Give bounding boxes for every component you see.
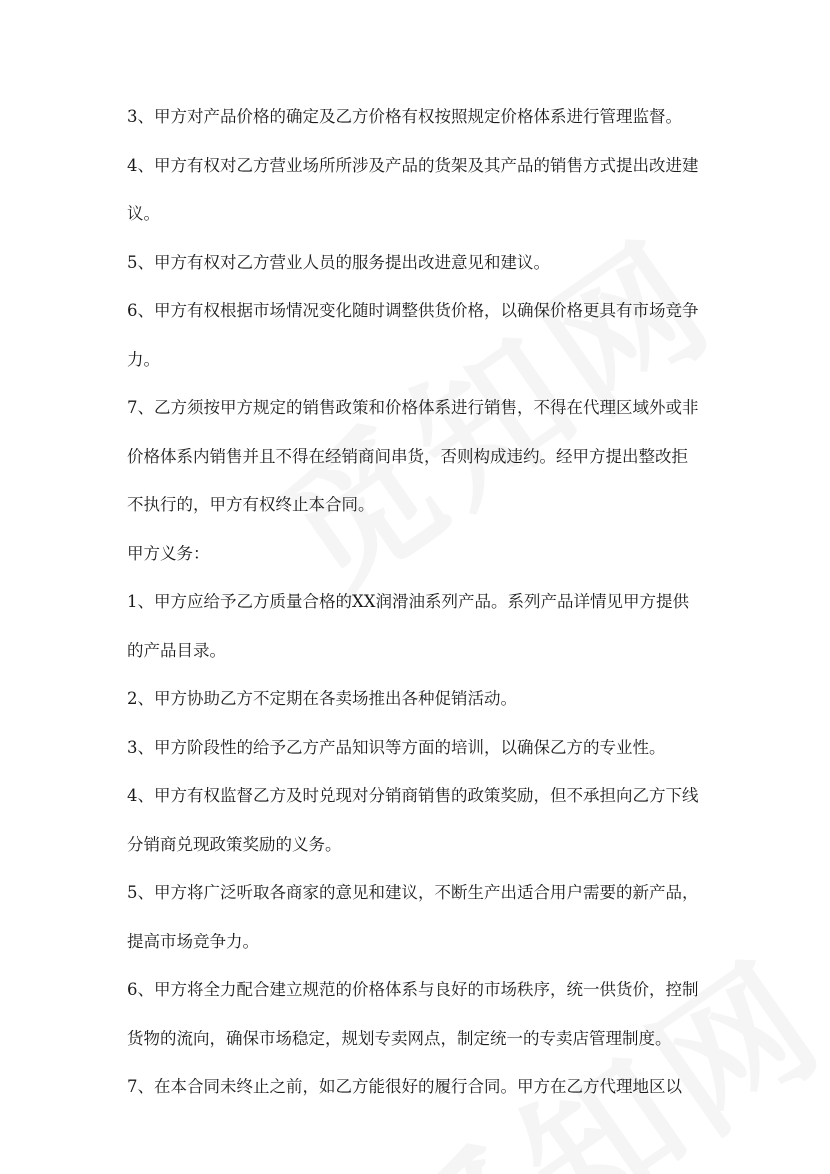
text-line: 提高市场竞争力。: [127, 931, 259, 951]
section-heading: 甲方义务：: [127, 543, 210, 563]
text-line: 分销商兑现政策奖励的义务。: [127, 834, 342, 854]
text-line: 2、甲方协助乙方不定期在各卖场推出各种促销活动。: [127, 689, 517, 708]
text-line: 6、甲方将全力配合建立规范的价格体系与良好的市场秩序，统一供货价，控制: [127, 980, 699, 999]
text-line: 3、甲方对产品价格的确定及乙方价格有权按照规定价格体系进行管理监督。: [127, 107, 682, 126]
text-line: 1、甲方应给予乙方质量合格的XX润滑油系列产品。系列产品详情见甲方提供: [127, 592, 689, 611]
text-line: 议。: [127, 204, 160, 223]
text-line: 3、甲方阶段性的给予乙方产品知识等方面的培训，以确保乙方的专业性。: [127, 737, 666, 757]
text-line: 4、甲方有权对乙方营业场所所涉及产品的货架及其产品的销售方式提出改进建: [127, 155, 699, 175]
text-line: 6、甲方有权根据市场情况变化随时调整供货价格，以确保价格更具有市场竞争: [127, 301, 699, 320]
text-line: 4、甲方有权监督乙方及时兑现对分销商销售的政策奖励，但不承担向乙方下线: [127, 786, 699, 805]
text-line: 5、甲方有权对乙方营业人员的服务提出改进意见和建议。: [127, 252, 550, 272]
text-line: 货物的流向，确保市场稳定，规划专卖网点，制定统一的专卖店管理制度。: [127, 1028, 672, 1048]
text-line: 价格体系内销售并且不得在经销商间串货，否则构成违约。经甲方提出整改拒: [127, 446, 688, 466]
text-line: 不执行的，甲方有权终止本合同。: [127, 495, 375, 514]
text-line: 力。: [127, 349, 160, 369]
text-line: 7、在本合同未终止之前，如乙方能很好的履行合同。甲方在乙方代理地区以: [127, 1077, 682, 1096]
text-line: 7、乙方须按甲方规定的销售政策和价格体系进行销售，不得在代理区域外或非: [127, 398, 699, 417]
text-line: 的产品目录。: [127, 640, 226, 660]
document-body: [127, 96, 711, 1115]
text-line: 5、甲方将广泛听取各商家的意见和建议，不断生产出适合用户需要的新产品，: [127, 883, 699, 902]
